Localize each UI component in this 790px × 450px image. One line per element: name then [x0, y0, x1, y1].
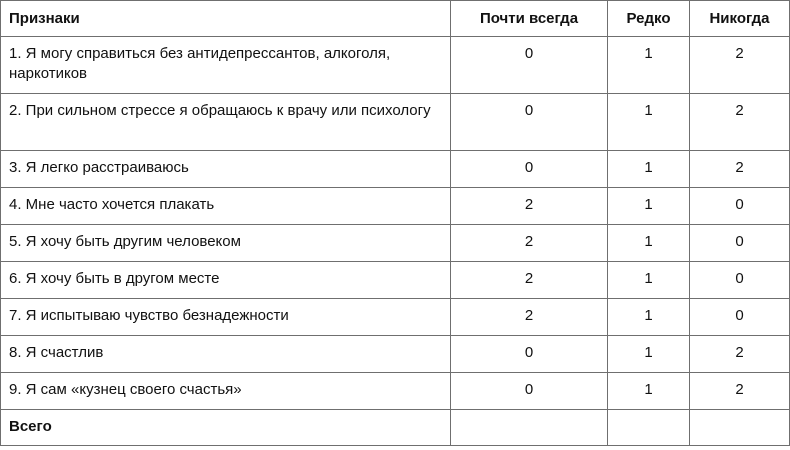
sign-cell: 8. Я счастлив [1, 336, 451, 373]
header-signs: Признаки [1, 1, 451, 37]
total-never-cell [690, 410, 790, 446]
sign-cell: 5. Я хочу быть другим человеком [1, 225, 451, 262]
never-score: 0 [690, 299, 790, 336]
almost-always-score: 2 [451, 299, 608, 336]
table-row [1, 188, 790, 225]
total-label: Всего [1, 410, 451, 446]
rarely-score: 1 [608, 188, 690, 225]
total-row [1, 410, 790, 446]
never-score: 0 [690, 262, 790, 299]
almost-always-score: 0 [451, 373, 608, 410]
almost-always-score: 2 [451, 188, 608, 225]
never-score: 2 [690, 151, 790, 188]
table-row [1, 94, 790, 151]
sign-cell: 3. Я легко расстраиваюсь [1, 151, 451, 188]
table-row [1, 225, 790, 262]
never-score: 2 [690, 373, 790, 410]
rarely-score: 1 [608, 262, 690, 299]
rarely-score: 1 [608, 336, 690, 373]
total-rarely-cell [608, 410, 690, 446]
never-score: 0 [690, 225, 790, 262]
table-row [1, 336, 790, 373]
header-rarely: Редко [608, 1, 690, 37]
table-row [1, 151, 790, 188]
table-row [1, 373, 790, 410]
header-never: Никогда [690, 1, 790, 37]
almost-always-score: 0 [451, 151, 608, 188]
rarely-score: 1 [608, 225, 690, 262]
header-almost-always: Почти всегда [451, 1, 608, 37]
almost-always-score: 0 [451, 336, 608, 373]
sign-cell: 1. Я могу справиться без антидепрессантов, алкоголя, наркотиков [1, 37, 451, 94]
almost-always-score: 0 [451, 94, 608, 151]
rarely-score: 1 [608, 373, 690, 410]
never-score: 0 [690, 188, 790, 225]
almost-always-score: 0 [451, 37, 608, 94]
almost-always-score: 2 [451, 225, 608, 262]
table-row [1, 262, 790, 299]
sign-cell: 2. При сильном стрессе я обращаюсь к врачу или психологу [1, 94, 451, 151]
table-header-row [1, 1, 790, 37]
sign-cell: 7. Я испытываю чувство безнадежности [1, 299, 451, 336]
sign-cell: 6. Я хочу быть в другом месте [1, 262, 451, 299]
table-row [1, 299, 790, 336]
rarely-score: 1 [608, 151, 690, 188]
total-almost-always-cell [451, 410, 608, 446]
rarely-score: 1 [608, 299, 690, 336]
never-score: 2 [690, 94, 790, 151]
rarely-score: 1 [608, 94, 690, 151]
never-score: 2 [690, 336, 790, 373]
table-row [1, 37, 790, 94]
sign-cell: 9. Я сам «кузнец своего счастья» [1, 373, 451, 410]
never-score: 2 [690, 37, 790, 94]
sign-cell: 4. Мне часто хочется плакать [1, 188, 451, 225]
rarely-score: 1 [608, 37, 690, 94]
almost-always-score: 2 [451, 262, 608, 299]
